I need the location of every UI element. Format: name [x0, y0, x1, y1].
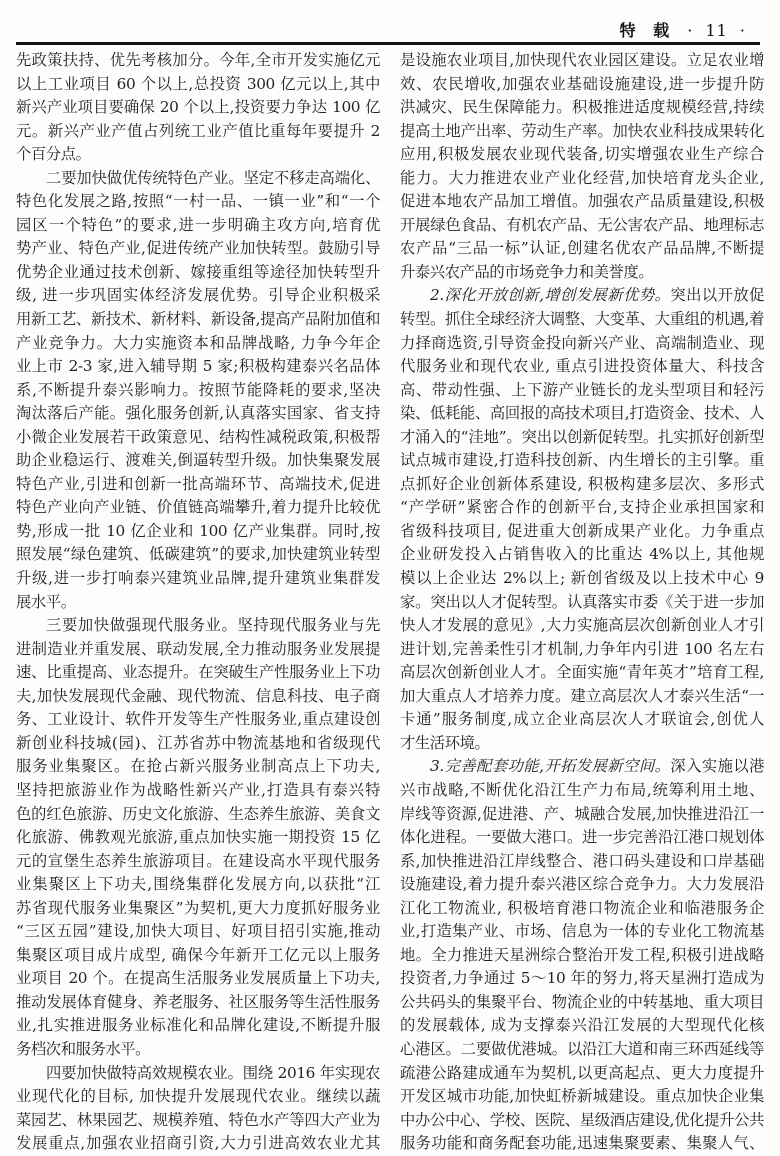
text-line: 务、工业设计、软件开发等生产性服务业,重点建设创	[16, 710, 380, 729]
text-run: 突出以开放促	[670, 286, 764, 305]
text-line: 级, 进一步巩固实体经济发展优势。引导企业积极采	[16, 286, 380, 305]
text-line: 洪减灾、民生保障能力。积极推进适度规模经营,持续	[400, 98, 764, 117]
text-line: 新创业科技城(园)、江苏省苏中物流基地和省级现代	[16, 733, 380, 752]
text-line: 提高土地产出率、劳动生产率。加快农业科技成果转化	[400, 121, 764, 140]
text-line: 模以上企业达 2%以上; 新创省级及以上技术中心 9	[400, 569, 764, 588]
text-line: 才生活环境。	[400, 733, 490, 752]
text-line: 升级,进一步打响泰兴建筑业品牌,提升建筑业集群发	[16, 569, 380, 588]
text-line: 业,打造集产业、市场、信息为一体的专业化工物流基	[400, 922, 764, 941]
text-line: 农产品“三品一标”认证,创建名优农产品品牌,不断提	[400, 239, 764, 258]
text-line: 力择商选资,引导资金投向新兴产业、高端制造业、现	[400, 333, 764, 352]
page-number: 11	[705, 21, 728, 40]
text-line: 特色产业向产业链、价值链高端攀升,着力提升比较优	[16, 498, 380, 517]
text-line: 心港区。二要做优港城。以沿江大道和南三环西延线等	[400, 1039, 764, 1058]
paragraph-first-line: 四要加快做特高效规模农业。围绕 2016 年实现农	[46, 1063, 380, 1082]
text-line: 应用,积极发展农业现代装备,切实增强农业生产综合	[400, 145, 764, 164]
text-line: 家。突出以人才促转型。认真落实市委《关于进一步加	[400, 592, 764, 611]
text-line: 疏港公路建成通车为契机,以更高起点、更大力度提升	[400, 1063, 764, 1082]
text-line: 公共码头的集聚平台、物流企业的中转基地、重大项目	[400, 992, 764, 1011]
text-line: 坚持把旅游业作为战略性新兴产业,打造具有泰兴特	[16, 780, 380, 799]
text-line: 转型。抓住全球经济大调整、大变革、大重组的机遇,着	[400, 310, 764, 329]
text-line: 进计划,完善柔性引才机制,力争年内引进 100 名左右	[400, 639, 764, 658]
subsection-heading: 2.深化开放创新,增创发展新优势。	[430, 286, 671, 305]
text-line: 集聚区项目成片成型, 确保今年新开工亿元以上服务	[16, 945, 380, 964]
text-line: 设施建设,着力提升泰兴港区综合竞争力。大力发展沿	[400, 875, 764, 894]
text-line: 是设施农业项目,加快现代农业园区建设。立足农业增	[400, 51, 764, 69]
text-line: 色的红色旅游、历史文化旅游、生态养生旅游、美食文	[16, 804, 380, 823]
text-line: 小微企业发展若干政策意见、结构性减税政策,积极帮	[16, 427, 380, 446]
text-line: 助企业稳运行、渡难关,倒逼转型升级。加快集聚发展	[16, 451, 380, 470]
text-line: 个百分点。	[16, 145, 91, 164]
text-line: 用新工艺、新技术、新材料、新设备,提高产品附加值和	[16, 310, 380, 329]
text-line: 发展重点,加强农业招商引资,大力引进高效农业尤其	[16, 1134, 380, 1153]
text-run: 深入实施以港	[670, 757, 764, 776]
section-title: 特 载	[619, 21, 676, 40]
text-line: 以上工业项目 60 个以上,总投资 300 亿元以上,其中	[16, 74, 380, 93]
text-line: 淘汰落后产能。强化服务创新,认真落实国家、省支持	[16, 404, 380, 423]
text-line: 能力。大力推进农业产业化经营,加快培育龙头企业,	[400, 168, 764, 187]
text-line: 中办公中心、学校、医院、星级酒店建设,优化提升公共	[400, 1110, 764, 1129]
running-head	[620, 18, 752, 41]
text-line: 业集聚区上下功夫,围绕集群化发展方向,以获批“江	[16, 875, 380, 894]
text-line: 展水平。	[16, 592, 76, 611]
text-line: 夫,加快发展现代金融、现代物流、信息科技、电子商	[16, 686, 380, 705]
paragraph-first-line: 三要加快做强现代服务业。坚持现代服务业与先	[46, 616, 380, 635]
text-line: 投资者,力争通过 5～10 年的努力,将天星洲打造成为	[400, 969, 764, 988]
text-line: 代服务业和现代农业, 重点引进投资体量大、科技含	[400, 357, 764, 376]
text-line: 务档次和服务水平。	[16, 1039, 151, 1058]
text-line: 效、农民增收,加强农业基础设施建设,进一步提升防	[400, 74, 764, 93]
text-line: 促进本地农产品加工增值。加强农产品质量建设,积极	[400, 192, 764, 211]
text-line: 元。新兴产业产值占列统工业产值比重每年要提升 2	[16, 121, 380, 140]
text-line: 才涌入的“洼地”。突出以创新促转型。扎实抓好创新型	[400, 427, 764, 446]
text-line: 江化工物流业, 积极培育港口物流企业和临港服务企	[400, 898, 764, 917]
left-column	[16, 49, 380, 1156]
text-line: 特色化发展之路,按照“一村一品、一镇一业”和“一个	[16, 192, 380, 211]
text-line: 业项目 20 个。在提高生活服务业发展质量上下功夫,	[16, 969, 380, 988]
text-line: 化旅游、佛教观光旅游,重点加快实施一期投资 15 亿	[16, 828, 380, 847]
text-line: 染、低耗能、高回报的高技术项目,打造资金、技术、人	[400, 404, 764, 423]
text-line: 服务功能和商务配套功能,迅速集聚要素、集聚人气、	[400, 1134, 764, 1153]
right-column	[400, 49, 764, 1156]
text-line: 快人才发展的意见》,大力实施高层次创新创业人才引	[400, 616, 764, 635]
text-line: 加大重点人才培养力度。建立高层次人才泰兴生活“一	[400, 686, 764, 705]
text-line: 的发展载体, 成为支撑泰兴沿江发展的大型现代化核	[400, 1016, 764, 1035]
text-line: 园区一个特色”的要求,进一步明确主攻方向,培育优	[16, 215, 380, 234]
text-line: “三区五园”建设,加快大项目、好项目招引实施,推动	[16, 922, 380, 941]
text-line: 特色产业,引进和创新一批高端环节、高端技术,促进	[16, 474, 380, 493]
text-line: 业现代化的目标, 加快提升发展现代农业。继续以蔬	[16, 1087, 380, 1106]
paragraph-first-line	[400, 284, 764, 308]
text-line: 卡通”服务制度,成立企业高层次人才联谊会,创优人	[400, 710, 764, 729]
text-line: 企业研发投入占销售收入的比重达 4%以上, 其他规	[400, 545, 764, 564]
text-line: “产学研”紧密合作的创新平台,支持企业承担国家和	[400, 498, 764, 517]
text-line: 高、带动性强、上下游产业链长的龙头型项目和轻污	[400, 380, 764, 399]
text-line: 省级科技项目, 促进重大创新成果产业化。力争重点	[400, 521, 764, 540]
text-line: 试点城市建设,打造科技创新、内生增长的主引擎。重	[400, 451, 764, 470]
text-line: 高层次创新创业人才。全面实施“青年英才”培育工程,	[400, 663, 764, 682]
text-line: 菜园艺、林果园艺、规模养殖、特色水产等四大产业为	[16, 1110, 380, 1129]
text-line: 先政策扶持、优先考核加分。今年,全市开发实施亿元	[16, 51, 380, 69]
separator-dot: ·	[739, 21, 746, 40]
text-line: 速、比重提高、业态提升。在突破生产性服务业上下功	[16, 663, 380, 682]
text-line: 升泰兴农产品的市场竞争力和美誉度。	[400, 262, 654, 281]
text-line: 岸线等资源,促进港、产、城融合发展,加快推进沿江一	[400, 804, 764, 823]
text-line: 新兴产业项目要确保 20 个以上,投资要力争达 100 亿	[16, 98, 380, 117]
text-line: 元的宣堡生态养生旅游项目。在建设高水平现代服务	[16, 851, 380, 870]
text-line: 势产业、特色产业,促进传统产业加快转型。鼓励引导	[16, 239, 380, 258]
text-line: 地。全力推进天星洲综合整治开发工程,积极引进战略	[400, 945, 764, 964]
text-line: 势,形成一批 10 亿企业和 100 亿产业集群。同时,按	[16, 521, 380, 540]
text-line: 兴市战略,不断优化沿江生产力布局,统筹利用土地、	[400, 780, 764, 799]
text-line: 苏省现代服务业集聚区”为契机,更大力度抓好服务业	[16, 898, 380, 917]
text-line: 照发展“绿色建筑、低碳建筑”的要求,加快建筑业转型	[16, 545, 380, 564]
subsection-heading: 3.完善配套功能,开拓发展新空间。	[430, 757, 671, 776]
text-line: 进制造业并重发展、联动发展,全力推动服务业发展提	[16, 639, 380, 658]
paragraph-first-line	[400, 755, 764, 779]
text-line: 推动发展体育健身、养老服务、社区服务等生活性服务	[16, 992, 380, 1011]
text-line: 系,不断提升泰兴影响力。按照节能降耗的要求,坚决	[16, 380, 380, 399]
text-line: 产业竞争力。大力实施资本和品牌战略, 力争今年企	[16, 333, 380, 352]
text-line: 开展绿色食品、有机农产品、无公害农产品、地理标志	[400, 215, 764, 234]
text-line: 优势企业通过技术创新、嫁接重组等途径加快转型升	[16, 262, 380, 281]
page-header	[16, 14, 760, 45]
text-line: 开发区城市功能,加快虹桥新城建设。重点加快企业集	[400, 1087, 764, 1106]
text-line: 业上市 2-3 家,进入辅导期 5 家;积极构建泰兴名品体	[16, 357, 380, 376]
text-line: 服务业集聚区。在抢占新兴服务业制高点上下功夫,	[16, 757, 380, 776]
text-line: 点抓好企业创新体系建设, 积极构建多层次、多形式	[400, 474, 764, 493]
text-line: 系,加快推进沿江岸线整合、港口码头建设和口岸基础	[400, 851, 764, 870]
paragraph-first-line: 二要加快做优传统特色产业。坚定不移走高端化、	[46, 168, 380, 187]
text-line: 业,扎实推进服务业标准化和品牌化建设,不断提升服	[16, 1016, 380, 1035]
separator-dot: ·	[687, 21, 694, 40]
text-line: 体化进程。一要做大港口。进一步完善沿江港口规划体	[400, 828, 764, 847]
